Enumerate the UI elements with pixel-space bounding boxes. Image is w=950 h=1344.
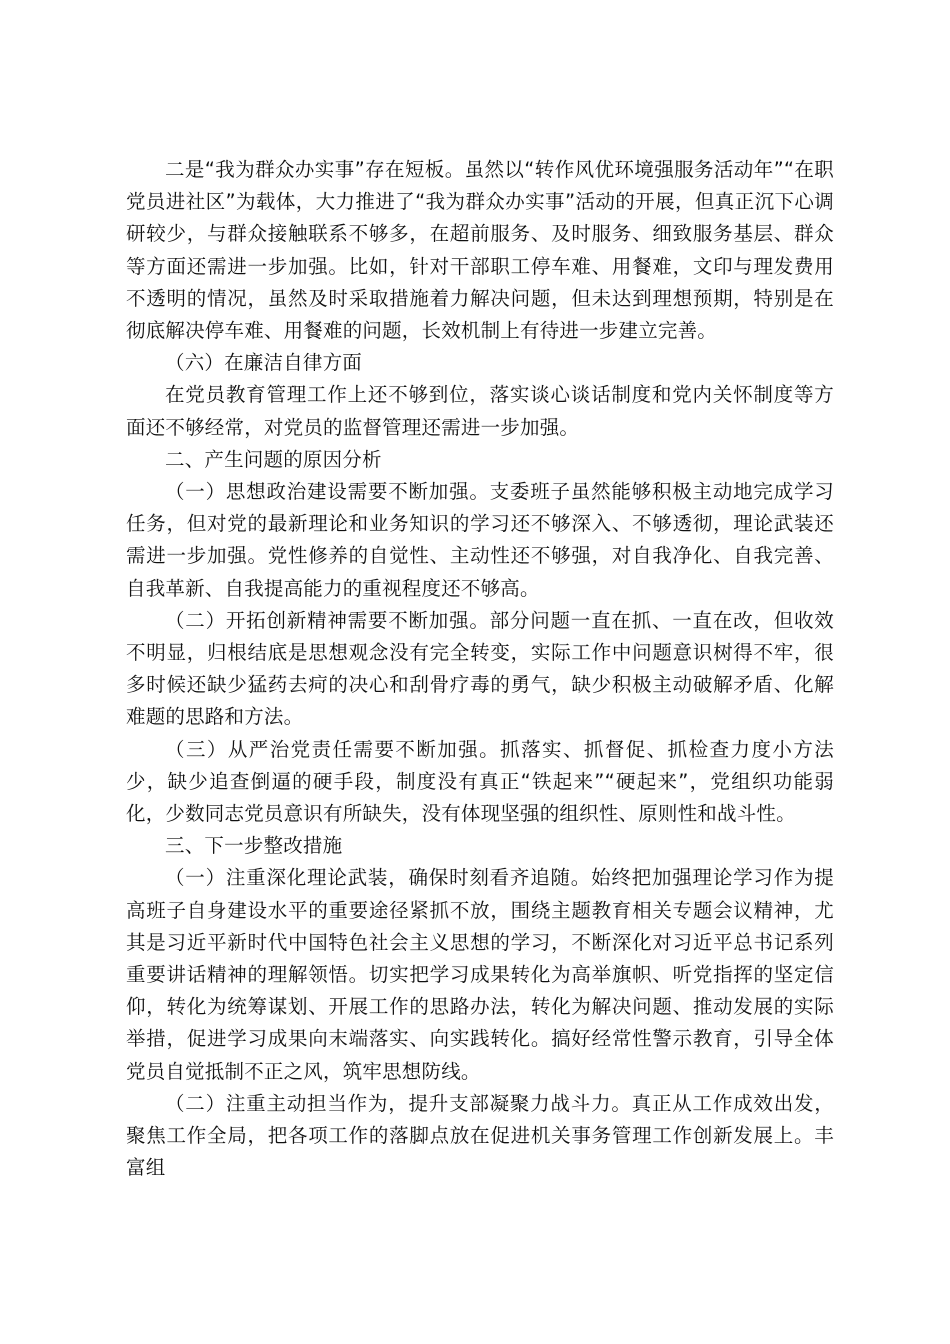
paragraph-ideological-building: （一）思想政治建设需要不断加强。支委班子虽然能够积极主动地完成学习任务，但对党的最新理论和业务知识的学习还不够深入、不够透彻，理论武装还需进一步加强。党性修养的自觉性、主动性还不够强，对自我净化、自我完善、自我革新、自我提高能力的重视程度还不够高。 — [126, 480, 834, 600]
paragraph-theory-study: （一）注重深化理论武装，确保时刻看齐追随。始终把加强理论学习作为提高班子自身建设水平的重要途径紧抓不放，围绕主题教育相关专题会议精神，尤其是习近平新时代中国特色社会主义思想的学习，不断深化对习近平总书记系列重要讲话精神的理解领悟。切实把学习成果转化为高举旗帜、听党指挥的坚定信仰，转化为统筹谋划、开展工作的思路办法，转化为解决问题、推动发展的实际举措，促进学习成果向末端落实、向实践转化。搞好经常性警示教育，引导全体党员自觉抵制不正之风，筑牢思想防线。 — [126, 866, 834, 1083]
heading-next-steps: 三、下一步整改措施 — [165, 834, 343, 858]
heading-integrity-self-discipline: （六）在廉洁自律方面 — [165, 351, 363, 375]
paragraph-strict-governance: （三）从严治党责任需要不断加强。抓落实、抓督促、抓检查力度小方法少，缺少追查倒逼的硬手段，制度没有真正“铁起来”“硬起来”，党组织功能弱化，少数同志党员意识有所缺失，没有体现坚强的组织性、原则性和战斗性。 — [126, 737, 834, 826]
document-body — [126, 154, 834, 1185]
paragraph-responsibility: （二）注重主动担当作为，提升支部凝聚力战斗力。真正从工作成效出发，聚焦工作全局，把各项工作的落脚点放在促进机关事务管理工作创新发展上。丰富组 — [126, 1091, 834, 1180]
paragraph-service-shortcoming: 二是“我为群众办实事”存在短板。虽然以“转作风优环境强服务活动年”“在职党员进社区”为载体，大力推进了“我为群众办实事”活动的开展，但真正沉下心调研较少，与群众接触联系不够多，在超前服务、及时服务、细致服务基层、群众等方面还需进一步加强。比如，针对干部职工停车难、用餐难，文印与理发费用不透明的情况，虽然及时采取措施着力解决问题，但未达到理想预期，特别是在彻底解决停车难、用餐难的问题，长效机制上有待进一步建立完善。 — [126, 158, 834, 343]
paragraph-party-member-management: 在党员教育管理工作上还不够到位，落实谈心谈话制度和党内关怀制度等方面还不够经常，对党员的监督管理还需进一步加强。 — [126, 383, 834, 439]
heading-cause-analysis: 二、产生问题的原因分析 — [165, 447, 382, 471]
paragraph-innovation-spirit: （二）开拓创新精神需要不断加强。部分问题一直在抓、一直在改，但收效不明显，归根结底是思想观念没有完全转变，实际工作中问题意识树得不牢，很多时候还缺少猛药去疴的决心和刮骨疗毒的勇气，缺少积极主动破解矛盾、化解难题的思路和方法。 — [126, 608, 834, 729]
